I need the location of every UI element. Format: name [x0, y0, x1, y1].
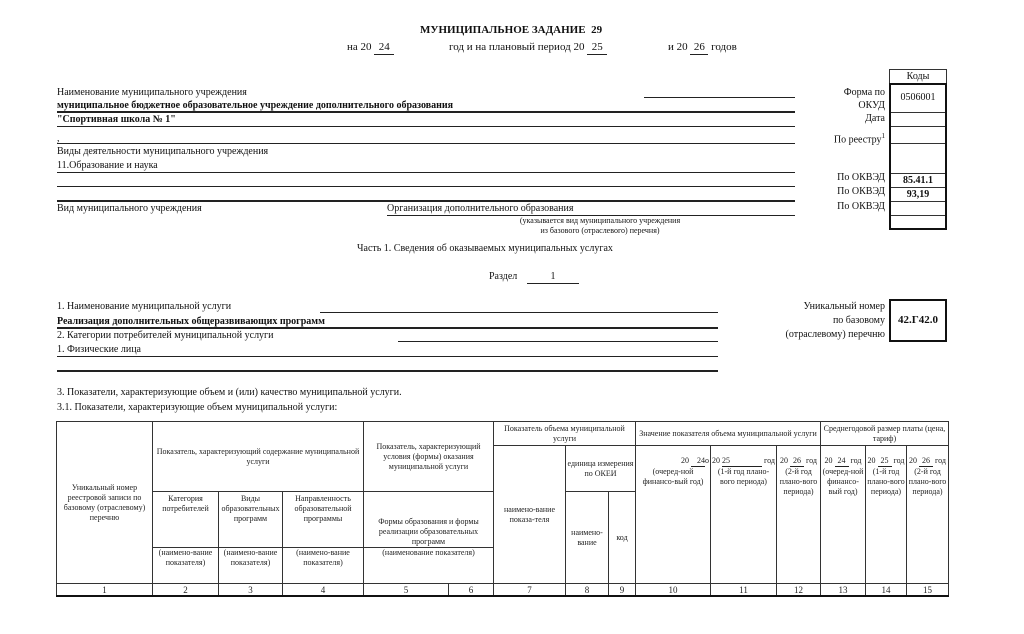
period-plan-line: [449, 41, 607, 55]
fee-group: Среднегодовой размер платы (цена, тариф): [821, 422, 949, 446]
period-and: и 20: [668, 41, 688, 53]
indicators-heading: 3. Показатели, характеризующие объем и (или) качество муниципальной услуги.: [57, 387, 402, 398]
col-number: 9: [609, 584, 636, 597]
unique-label-line3: (отраслевому) перечню: [785, 329, 885, 340]
okei-code-header: код: [609, 492, 636, 584]
date-field[interactable]: [891, 113, 945, 127]
note-line1: (указывается вид муниципального учреждения: [519, 216, 681, 225]
col-number: 5: [364, 584, 449, 597]
value-year-1: [636, 446, 711, 584]
year-suffix: год: [893, 456, 905, 465]
divider: [57, 143, 795, 144]
registry-label: [790, 130, 885, 146]
col-number: 12: [777, 584, 821, 597]
fee-year-1: [821, 446, 866, 584]
conditions-indicator-group: Показатель, характеризующий условия (формы) оказания муниципальной услуги: [364, 422, 494, 492]
activity-label: Виды деятельности муниципального учреждения: [57, 146, 269, 157]
unique-number-field[interactable]: 42.Г42.0: [889, 299, 947, 342]
year-desc: (очеред-ной финансо-вый год): [822, 467, 864, 496]
col-number: 3: [219, 584, 283, 597]
year-value: 24: [691, 456, 705, 467]
section-label: Раздел: [489, 271, 518, 282]
year-prefix: 20: [909, 456, 918, 465]
divider: [57, 370, 718, 372]
registry-field[interactable]: [891, 127, 945, 144]
content-col-program-types: Виды образовательных программ: [219, 492, 283, 548]
col-number: 1: [57, 584, 153, 597]
conditions-col-forms: Формы образования и формы реализации образовательных программ: [364, 492, 494, 548]
year-desc: (2-й год плано-вого периода): [908, 467, 947, 496]
year-prefix: 20: [867, 456, 876, 465]
okud-label-line2: ОКУД: [858, 100, 885, 111]
volume-indicators-table: [56, 421, 949, 597]
unique-label-line2: по базовому: [832, 315, 885, 326]
divider: [644, 97, 795, 98]
col-number: 10: [636, 584, 711, 597]
volume-indicator-name: наимено-вание показа-теля: [494, 446, 566, 584]
date-label: Дата: [865, 113, 885, 124]
col-number: 13: [821, 584, 866, 597]
blank-code-field[interactable]: [891, 144, 945, 174]
unique-number-label: [740, 300, 885, 342]
year-prefix: 20: [824, 456, 833, 465]
col-number: 2: [153, 584, 219, 597]
document-title: [420, 24, 602, 37]
col-number: 11: [711, 584, 777, 597]
year-suffix: год: [764, 456, 775, 465]
divider: [57, 327, 718, 329]
part-title: Часть 1. Сведения об оказываемых муниципальных услугах: [357, 243, 613, 254]
service-name-value: Реализация дополнительных общеразвивающих программ: [57, 316, 325, 327]
year-desc: (1-й год плано-вого периода): [717, 467, 770, 486]
okud-code-field[interactable]: 0506001: [891, 85, 945, 113]
year-value: 25: [722, 456, 762, 467]
volume-value-group: Значение показателя объема муниципальной услуги: [636, 422, 821, 446]
content-sub-1: (наимено-вание показателя): [153, 548, 219, 584]
column-numbers-row: [57, 584, 949, 597]
year-value: 24: [835, 456, 849, 467]
blank-mark: ,: [57, 133, 60, 144]
value-year-2: [711, 446, 777, 584]
divider: [57, 186, 795, 187]
divider: [57, 356, 718, 357]
okei-name-header: наимено-вание: [566, 492, 609, 584]
divider: [57, 200, 795, 202]
task-number: 29: [591, 24, 603, 36]
okved-code-field-2[interactable]: 93,19: [891, 188, 945, 202]
year-value: 26: [919, 456, 933, 467]
institution-type-note: [500, 216, 700, 236]
year-desc: (очеред-ной финансо-вый год): [642, 467, 704, 486]
divider: [57, 172, 795, 173]
codes-values: [889, 83, 947, 230]
service-name-label: 1. Наименование муниципальной услуги: [57, 301, 232, 312]
year-suffix: год: [935, 456, 946, 465]
fee-year-3: [907, 446, 949, 584]
content-sub-2: (наимено-вание показателя): [219, 548, 283, 584]
okei-unit-group: единица измерения по ОКЕИ: [566, 446, 636, 492]
okved-label-2: По ОКВЭД: [837, 186, 885, 197]
content-col-consumers: Категория потребителей: [153, 492, 219, 548]
year-suffix: год: [850, 456, 862, 465]
okved-code-field-3[interactable]: [891, 202, 945, 216]
year-plan2-field[interactable]: 26: [690, 41, 708, 55]
divider: [57, 126, 795, 127]
divider: [398, 341, 718, 342]
year-prefix: 20: [681, 456, 689, 465]
title-text: МУНИЦИПАЛЬНОЕ ЗАДАНИЕ: [420, 24, 586, 36]
value-year-3: [777, 446, 821, 584]
period-line: [347, 41, 394, 55]
year-value: 26: [790, 456, 804, 467]
institution-name-label: Наименование муниципального учреждения: [57, 87, 247, 98]
institution-type-value: Организация дополнительного образования: [387, 203, 574, 214]
col-number: 15: [907, 584, 949, 597]
footnote-marker: 1: [881, 132, 885, 140]
conditions-sub: (наименование показателя): [364, 548, 494, 584]
col-number: 6: [449, 584, 494, 597]
period-suffix: годов: [711, 41, 737, 53]
content-col-program-focus: Направленность образовательной программы: [283, 492, 364, 548]
year-desc: (2-й год плано-вого периода): [779, 467, 818, 496]
year-value: 25: [878, 456, 892, 467]
col-number: 4: [283, 584, 364, 597]
okud-label: [800, 86, 885, 112]
section-number: 1: [527, 271, 579, 284]
divider: [320, 312, 718, 313]
period-mid: год и на плановый период 20: [449, 41, 585, 53]
codes-header: Коды: [889, 69, 947, 83]
institution-type-label: Вид муниципального учреждения: [57, 203, 202, 214]
period-end-line: [668, 41, 737, 55]
consumers-value: 1. Физические лица: [57, 344, 141, 355]
divider: [57, 111, 795, 113]
fee-year-2: [866, 446, 907, 584]
registry-number-header: Уникальный номер реестровой записи по базовому (отраслевому) перечню: [57, 422, 153, 584]
content-indicator-group: Показатель, характеризующий содержание муниципальной услуги: [153, 422, 364, 492]
content-sub-3: (наимено-вание показателя): [283, 548, 364, 584]
okved-label-3: По ОКВЭД: [837, 201, 885, 212]
institution-name-line1: муниципальное бюджетное образовательное учреждение дополнительного образования: [57, 100, 454, 111]
year-suffix: год: [806, 456, 817, 465]
col-number: 14: [866, 584, 907, 597]
year-current-field[interactable]: 24: [374, 41, 394, 55]
consumers-label: 2. Категории потребителей муниципальной услуги: [57, 330, 274, 341]
codes-box: [889, 69, 947, 230]
col-number: 8: [566, 584, 609, 597]
year-plan1-field[interactable]: 25: [587, 41, 607, 55]
indicators-subheading: 3.1. Показатели, характеризующие объем муниципальной услуги:: [57, 402, 338, 413]
col-number: 7: [494, 584, 566, 597]
institution-name-line2: "Спортивная школа № 1": [57, 114, 176, 125]
year-desc: (1-й год плано-вого периода): [867, 467, 905, 496]
extra-code-field[interactable]: [891, 216, 945, 228]
activity-value: 11.Образование и наука: [57, 160, 158, 171]
period-prefix: на 20: [347, 41, 372, 53]
okved-label-1: По ОКВЭД: [837, 172, 885, 183]
year-prefix: 20: [780, 456, 789, 465]
unique-label-line1: Уникальный номер: [803, 301, 885, 312]
note-line2: из базового (отраслевого) перечня): [540, 226, 660, 235]
year-prefix: 20: [712, 456, 721, 465]
year-suffix: о: [705, 456, 709, 465]
okved-code-field-1[interactable]: 85.41.1: [891, 174, 945, 188]
okud-label-line1: Форма по: [843, 87, 885, 98]
volume-indicator-group: Показатель объема муниципальной услуги: [494, 422, 636, 446]
registry-label-text: По реестру: [833, 134, 882, 146]
